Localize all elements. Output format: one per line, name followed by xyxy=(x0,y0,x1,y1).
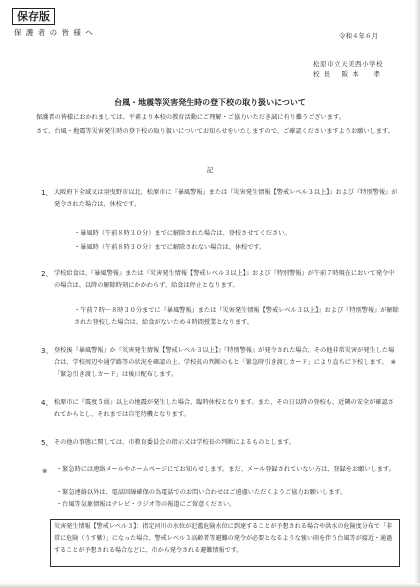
ki-heading: 記 xyxy=(206,166,214,174)
note-line-3: ・台風等気象情報はテレビ・ラジオ等の報道にご留意ください。 xyxy=(56,501,236,508)
school-name: 松原市立天美西小学校 xyxy=(313,60,383,68)
item-2-text: 学校給食は、『暴風警報』または『災害発生情報【警戒レベル３以上】』および『特別警報』が午前７時現在において発令中の場合は、以降の解除時刻にかかわらず、給食は停止となります。 xyxy=(54,270,395,289)
item-2-bullet-1: ・午前７時～８時３０分までに『暴風警報』または『災害発生情報【警戒レベル３以上】』および『特別警報』が解除された登校した場合は、給食がないため４時間授業となります。 xyxy=(74,307,399,326)
keep-copy-badge: 保存版 xyxy=(12,8,55,25)
page-edge-shadow xyxy=(414,0,420,587)
addressee: 保 護 者 の 皆 様 へ xyxy=(14,28,94,37)
issue-date: 令和４年６月 xyxy=(339,32,378,40)
item-5-text: その他の事態に関しては、市教育委員会の指示又は学校長の判断によるものとします。 xyxy=(54,439,295,446)
item-1-bullet-1: ・暴風時（午前８時３０分）までに解除された場合は、登校させてください。 xyxy=(74,230,291,237)
item-5-number: 5、 xyxy=(41,439,53,447)
item-2-number: 2、 xyxy=(41,270,53,278)
note-line-1: ・緊急時には連絡メールやホームページにてお知らせします。まだ、メール登録されていない方は、登録をお願いします。 xyxy=(56,466,395,473)
item-3-number: 3、 xyxy=(41,347,53,355)
definition-box-text: 災害発生情報【警戒レベル３】：指定河川の水位が氾濫危険水位に到達することが予想される場合や洪水の危険度分布で「非常に危険（うす紫）」になった場合、警戒レベル３高齢者等避難の発令が必要となるような強い雨を伴う台風等が接近・通過することが予想される場合などに、市から発令される避難情報です。 xyxy=(54,523,393,554)
document-title: 台風・地震等災害発生時の登下校の取り扱いについて xyxy=(114,98,306,107)
item-4-number: 4、 xyxy=(41,399,53,407)
note-mark: ※ xyxy=(42,467,48,475)
item-1-bullet-2: ・暴風時（午前８時３０分）までに解除されない場合は、休校です。 xyxy=(74,244,266,251)
item-1-number: 1、 xyxy=(41,189,53,197)
principal-name: 校 長 阪 本 孝 xyxy=(313,70,381,78)
note-line-2: ・緊急連絡以外は、電話回線確保の為電話でのお問い合わせはご遠慮いただくようご協力お願いします。 xyxy=(56,489,347,496)
intro-paragraph-1: 保護者の皆様におかれましては、平素より本校の教育活動にご理解・ご協力いただき誠に有り難うございます。 xyxy=(36,114,345,121)
page-bottom-shadow xyxy=(0,583,420,587)
item-1-text: 大阪府下全域又は羽曳野市以北、松原市に『暴風警報』または『災害発生情報【警戒レベル３以上】』および『特別警報』が発令された場合は、休校です。 xyxy=(54,189,398,208)
intro-paragraph-2: さて、台風・地震等災害発生時の登下校の取り扱いについてお知らせをいたしますので、ご確認くださいますようお願いします。 xyxy=(36,128,394,135)
item-4-text: 松原市に『震度５弱』以上の地震が発生した場合、臨時休校となります。また、その日以降の登校も、近隣の安全が確認されてからとし、それまでは自宅待機となります。 xyxy=(54,399,394,418)
item-3-text: 登校後『暴風警報』か『災害発生情報【警戒レベル３以上】』『特別警報』が発令された場合、その他非常災害が発生した場合は、学校周辺や通学路等の状況を確認の上、学校長の判断のもと「緊急時引き渡しカード」により直ちに下校します。 ※「緊急引き渡しカード」は後日配布します。 xyxy=(54,347,396,378)
